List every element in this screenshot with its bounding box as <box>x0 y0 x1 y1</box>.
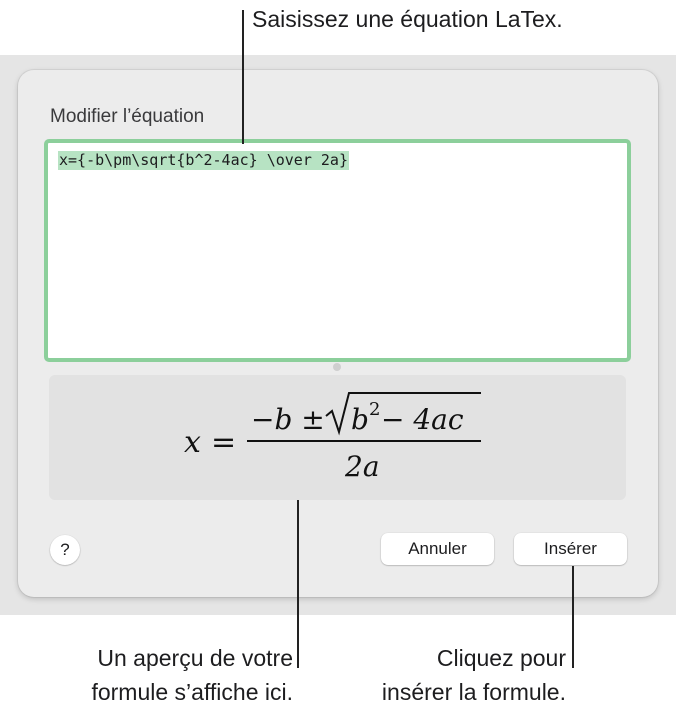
callout-insert-line1: Cliquez pour <box>436 645 566 671</box>
equation-field-label: Modifier l’équation <box>50 106 205 127</box>
formula-radicand-rest: − 4ac <box>381 403 464 436</box>
callout-line-insert <box>572 566 574 668</box>
resize-handle[interactable] <box>333 363 341 371</box>
callout-preview-line1: Un aperçu de votre <box>97 645 293 671</box>
formula-denominator: 2a <box>345 450 380 483</box>
latex-equation-input[interactable] <box>44 139 631 362</box>
help-button[interactable]: ? <box>50 535 80 565</box>
formula-equals: = <box>211 425 237 460</box>
formula-lhs: x <box>184 425 201 460</box>
callout-insert-line2: insérer la formule. <box>381 679 566 705</box>
insert-button[interactable]: Insérer <box>514 533 627 565</box>
callout-line-preview <box>297 500 299 668</box>
callout-line-top <box>242 10 244 144</box>
equation-preview <box>49 375 626 500</box>
callout-preview-line2: formule s’affiche ici. <box>91 679 293 705</box>
formula-numerator-start: −b ± <box>251 403 325 436</box>
callout-latex-input: Saisissez une équation LaTex. <box>252 6 563 32</box>
formula-radicand-exponent: 2 <box>369 399 381 420</box>
formula-radicand-base: b <box>351 403 369 436</box>
latex-equation-text[interactable]: x={-b\pm\sqrt{b^2-4ac} \over 2a} <box>59 151 348 169</box>
callout-insert <box>300 641 566 709</box>
cancel-button[interactable]: Annuler <box>381 533 494 565</box>
formula-render <box>49 375 626 500</box>
callout-preview <box>20 641 293 709</box>
